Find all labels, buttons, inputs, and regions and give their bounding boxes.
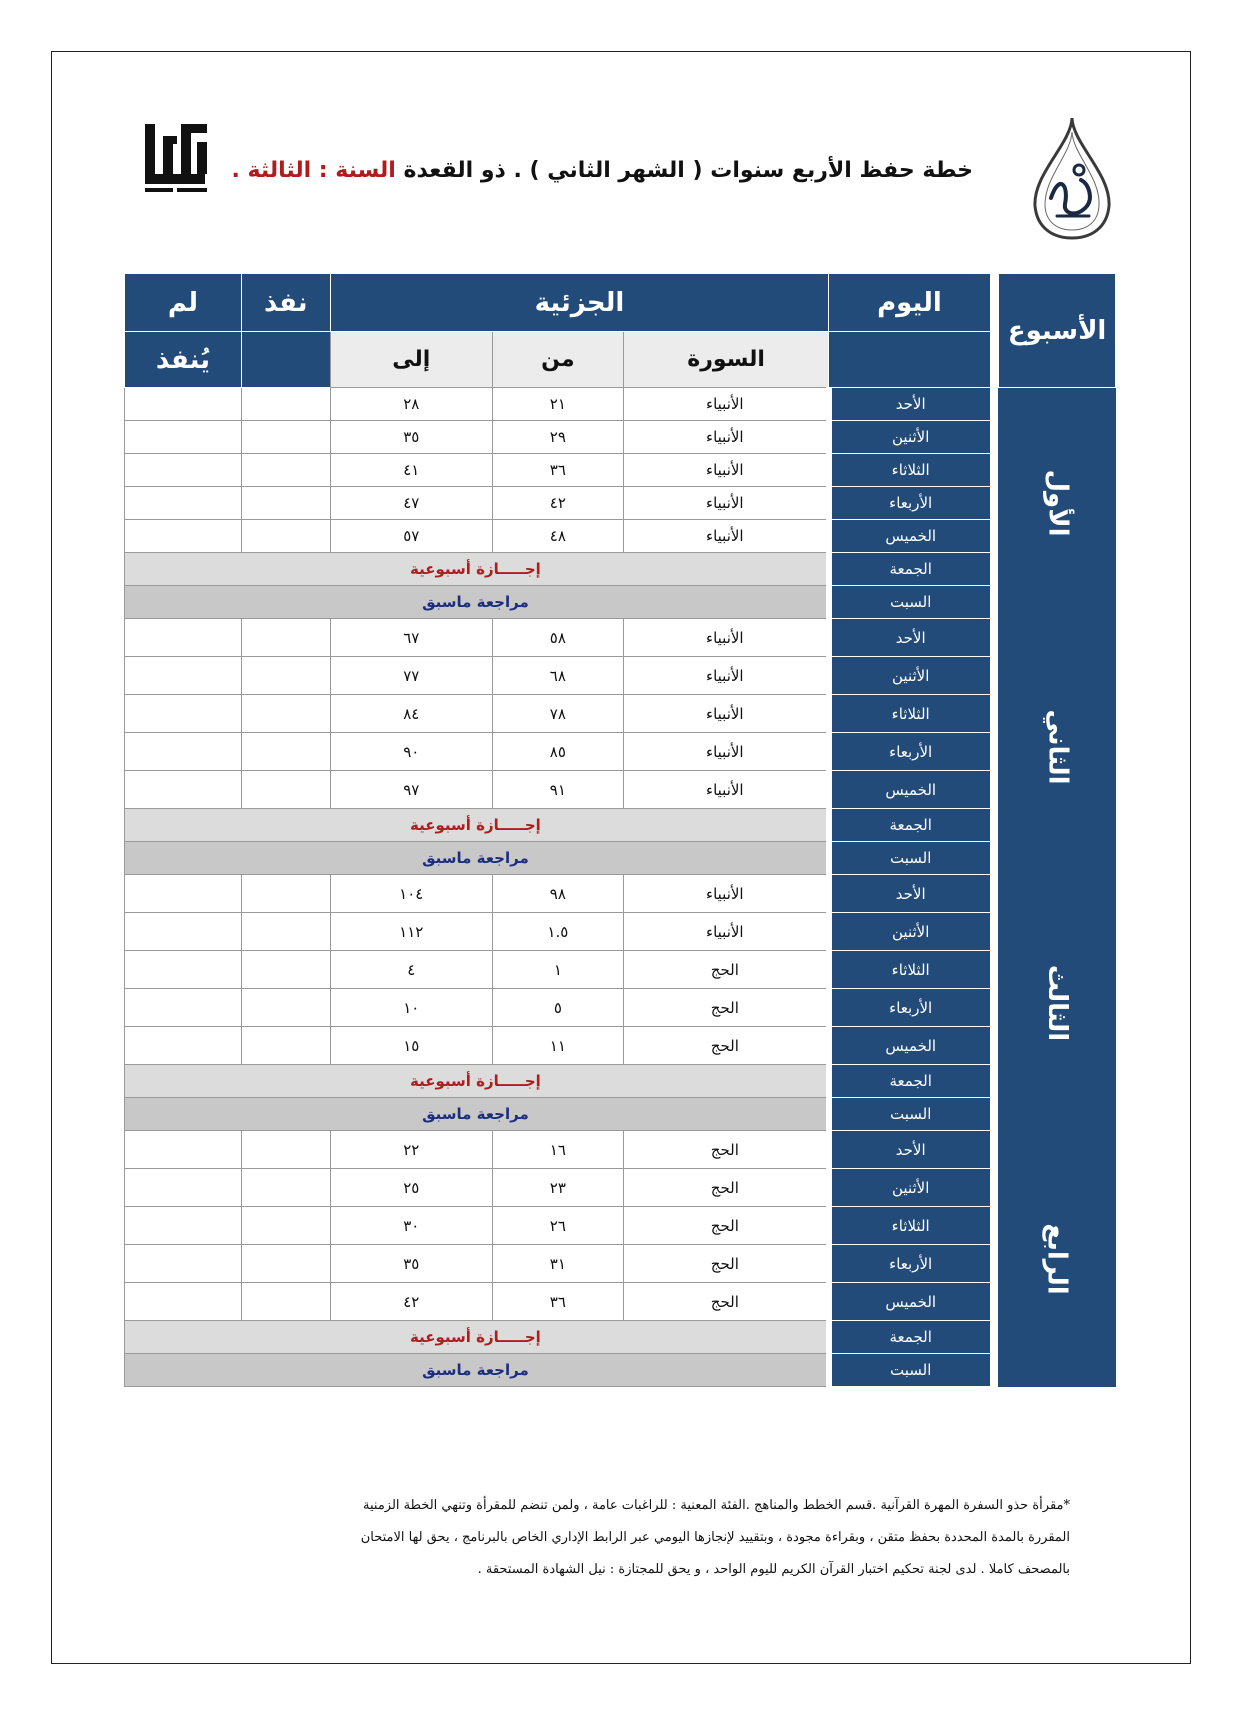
column-gap <box>990 274 999 388</box>
to-verse: ١١٢ <box>330 913 492 951</box>
col-day-header-blank <box>829 332 990 388</box>
table-row <box>125 842 1116 875</box>
day-name: الأربعاء <box>829 733 990 771</box>
col-to-header <box>330 332 492 388</box>
table-row <box>125 989 1116 1027</box>
day-name: السبت <box>829 1098 990 1131</box>
done-checkbox-cell[interactable] <box>241 487 330 520</box>
day-name: السبت <box>829 586 990 619</box>
table-row <box>125 1354 1116 1387</box>
surah-name: الحج <box>623 1207 829 1245</box>
notdone-checkbox-cell[interactable] <box>125 1131 242 1169</box>
done-checkbox-cell[interactable] <box>241 951 330 989</box>
weekly-holiday: إجـــــازة أسبوعية <box>125 553 829 586</box>
notdone-checkbox-cell[interactable] <box>125 454 242 487</box>
to-verse: ٩٧ <box>330 771 492 809</box>
from-verse: ٢١ <box>492 388 623 421</box>
hadhw-emblem <box>1029 114 1115 242</box>
table-row <box>125 619 1116 657</box>
col-day-header <box>829 274 990 332</box>
day-name: الخميس <box>829 520 990 553</box>
column-gap <box>990 1131 999 1387</box>
table-row <box>125 1098 1116 1131</box>
day-name: الخميس <box>829 771 990 809</box>
surah-name: الحج <box>623 1027 829 1065</box>
notdone-checkbox-cell[interactable] <box>125 1207 242 1245</box>
surah-name: الأنبياء <box>623 520 829 553</box>
done-checkbox-cell[interactable] <box>241 913 330 951</box>
done-checkbox-cell[interactable] <box>241 1131 330 1169</box>
review-previous: مراجعة ماسبق <box>125 1098 829 1131</box>
from-verse: ٢٦ <box>492 1207 623 1245</box>
week-label-cell <box>999 619 1116 875</box>
notdone-checkbox-cell[interactable] <box>125 951 242 989</box>
from-verse: ٦٨ <box>492 657 623 695</box>
column-gap <box>990 875 999 1131</box>
to-verse: ٤٢ <box>330 1283 492 1321</box>
col-from-label: من <box>541 347 575 372</box>
done-checkbox-cell[interactable] <box>241 520 330 553</box>
col-portion-header <box>330 274 829 332</box>
table-row <box>125 771 1116 809</box>
from-verse: ٩١ <box>492 771 623 809</box>
surah-name: الحج <box>623 1169 829 1207</box>
col-day-label: اليوم <box>877 287 942 318</box>
from-verse: ٩٨ <box>492 875 623 913</box>
done-checkbox-cell[interactable] <box>241 875 330 913</box>
notdone-checkbox-cell[interactable] <box>125 619 242 657</box>
column-gap <box>990 388 999 619</box>
to-verse: ٤٧ <box>330 487 492 520</box>
day-name: الخميس <box>829 1027 990 1065</box>
surah-name: الحج <box>623 951 829 989</box>
review-previous: مراجعة ماسبق <box>125 1354 829 1387</box>
to-verse: ٣٠ <box>330 1207 492 1245</box>
day-name: الخميس <box>829 1283 990 1321</box>
notdone-checkbox-cell[interactable] <box>125 771 242 809</box>
done-checkbox-cell[interactable] <box>241 1283 330 1321</box>
to-verse: ٧٧ <box>330 657 492 695</box>
day-name: الثلاثاء <box>829 1207 990 1245</box>
done-checkbox-cell[interactable] <box>241 1169 330 1207</box>
notdone-checkbox-cell[interactable] <box>125 1245 242 1283</box>
from-verse: ٥ <box>492 989 623 1027</box>
day-name: الأحد <box>829 875 990 913</box>
to-verse: ٩٠ <box>330 733 492 771</box>
col-notdone-header-bottom <box>125 332 242 388</box>
day-name: السبت <box>829 842 990 875</box>
table-row <box>125 657 1116 695</box>
from-verse: ٥٨ <box>492 619 623 657</box>
from-verse: ٢٩ <box>492 421 623 454</box>
notdone-checkbox-cell[interactable] <box>125 1283 242 1321</box>
col-surah-label: السورة <box>687 347 765 372</box>
day-name: الأربعاء <box>829 487 990 520</box>
weekly-holiday: إجـــــازة أسبوعية <box>125 1321 829 1354</box>
table-row <box>125 553 1116 586</box>
weekly-holiday: إجـــــازة أسبوعية <box>125 1065 829 1098</box>
from-verse: ٣١ <box>492 1245 623 1283</box>
table-row <box>125 1131 1116 1169</box>
to-verse: ٤١ <box>330 454 492 487</box>
from-verse: ٤٢ <box>492 487 623 520</box>
surah-name: الأنبياء <box>623 913 829 951</box>
table-row <box>125 454 1116 487</box>
day-name: السبت <box>829 1354 990 1387</box>
done-checkbox-cell[interactable] <box>241 388 330 421</box>
done-checkbox-cell[interactable] <box>241 657 330 695</box>
col-week-label: الأسبوع <box>1007 315 1107 346</box>
notdone-checkbox-cell[interactable] <box>125 388 242 421</box>
note-line: المقررة بالمدة المحددة بحفظ متقن ، وبقراءة مجودة ، وبتقييد لإنجازها اليومي عبر الرابط الإداري الخاص بالبرنامج ، يحق لها الامتحان <box>360 1530 1070 1545</box>
day-name: الأربعاء <box>829 989 990 1027</box>
to-verse: ٤ <box>330 951 492 989</box>
to-verse: ٢٥ <box>330 1169 492 1207</box>
note-line: *مقرأة حذو السفرة المهرة القرآنية .قسم الخطط والمناهج .الفئة المعنية : للراغبات عامة ، ولمن تنضم للمقرأة وتنهي الخطة الزمنية <box>363 1498 1070 1513</box>
surah-name: الحج <box>623 989 829 1027</box>
from-verse: ١ <box>492 951 623 989</box>
col-surah-header <box>623 332 829 388</box>
to-verse: ٥٧ <box>330 520 492 553</box>
notdone-checkbox-cell[interactable] <box>125 913 242 951</box>
table-row <box>125 809 1116 842</box>
surah-name: الحج <box>623 1131 829 1169</box>
done-checkbox-cell[interactable] <box>241 695 330 733</box>
to-verse: ١٥ <box>330 1027 492 1065</box>
week-name: الثالث <box>1042 964 1073 1041</box>
notdone-checkbox-cell[interactable] <box>125 1027 242 1065</box>
table-row <box>125 1283 1116 1321</box>
col-done-label: نفذ <box>264 287 308 318</box>
day-name: الأثنين <box>829 657 990 695</box>
day-name: الجمعة <box>829 809 990 842</box>
table-row <box>125 875 1116 913</box>
surah-name: الأنبياء <box>623 388 829 421</box>
col-notdone-label-1: لم <box>167 287 199 318</box>
table-row <box>125 487 1116 520</box>
week-label-cell <box>999 388 1116 619</box>
notdone-checkbox-cell[interactable] <box>125 657 242 695</box>
table-row <box>125 695 1116 733</box>
done-checkbox-cell[interactable] <box>241 1207 330 1245</box>
note-line: بالمصحف كاملا . لدى لجنة تحكيم اختبار القرآن الكريم لليوم الواحد ، و يحق للمجتازة : نيل الشهادة المستحقة . <box>477 1562 1070 1577</box>
from-verse: ١١ <box>492 1027 623 1065</box>
table-row <box>125 520 1116 553</box>
notdone-checkbox-cell[interactable] <box>125 520 242 553</box>
itqan-logo <box>141 118 211 198</box>
done-checkbox-cell[interactable] <box>241 1245 330 1283</box>
from-verse: ٧٨ <box>492 695 623 733</box>
col-to-label: إلى <box>392 347 431 372</box>
table-row <box>125 1169 1116 1207</box>
day-name: الجمعة <box>829 553 990 586</box>
page-title <box>232 158 974 183</box>
day-name: الأحد <box>829 619 990 657</box>
table-row <box>125 1027 1116 1065</box>
done-checkbox-cell[interactable] <box>241 771 330 809</box>
notdone-checkbox-cell[interactable] <box>125 487 242 520</box>
title-year: السنة : الثالثة . <box>231 158 396 183</box>
to-verse: ١٠ <box>330 989 492 1027</box>
week-label-cell <box>999 875 1116 1131</box>
day-name: الثلاثاء <box>829 695 990 733</box>
done-checkbox-cell[interactable] <box>241 619 330 657</box>
table-row <box>125 1321 1116 1354</box>
done-checkbox-cell[interactable] <box>241 1027 330 1065</box>
day-name: الأثنين <box>829 421 990 454</box>
done-checkbox-cell[interactable] <box>241 733 330 771</box>
day-name: الجمعة <box>829 1321 990 1354</box>
week-name: الثاني <box>1042 708 1073 785</box>
to-verse: ٦٧ <box>330 619 492 657</box>
to-verse: ٣٥ <box>330 421 492 454</box>
notdone-checkbox-cell[interactable] <box>125 989 242 1027</box>
from-verse: ٣٦ <box>492 454 623 487</box>
from-verse: ٨٥ <box>492 733 623 771</box>
surah-name: الأنبياء <box>623 454 829 487</box>
table-row <box>125 1207 1116 1245</box>
from-verse: ٤٨ <box>492 520 623 553</box>
day-name: الأحد <box>829 388 990 421</box>
from-verse: ١٦ <box>492 1131 623 1169</box>
day-name: الثلاثاء <box>829 454 990 487</box>
page-header <box>51 100 1191 250</box>
notdone-checkbox-cell[interactable] <box>125 695 242 733</box>
col-notdone-header-top <box>125 274 242 332</box>
col-from-header <box>492 332 623 388</box>
col-done-header-blank <box>241 332 330 388</box>
notdone-checkbox-cell[interactable] <box>125 421 242 454</box>
plan-body <box>125 388 1116 1387</box>
column-gap <box>990 619 999 875</box>
review-previous: مراجعة ماسبق <box>125 586 829 619</box>
day-name: الأثنين <box>829 1169 990 1207</box>
title-main: خطة حفظ الأربع سنوات ( الشهر الثاني ) . ذو القعدة <box>403 158 973 183</box>
table-row <box>125 388 1116 421</box>
surah-name: الأنبياء <box>623 619 829 657</box>
day-name: الجمعة <box>829 1065 990 1098</box>
to-verse: ٢٢ <box>330 1131 492 1169</box>
notdone-checkbox-cell[interactable] <box>125 733 242 771</box>
weekly-holiday: إجـــــازة أسبوعية <box>125 809 829 842</box>
to-verse: ٨٤ <box>330 695 492 733</box>
surah-name: الأنبياء <box>623 733 829 771</box>
surah-name: الأنبياء <box>623 771 829 809</box>
review-previous: مراجعة ماسبق <box>125 842 829 875</box>
surah-name: الأنبياء <box>623 695 829 733</box>
col-week-header <box>999 274 1116 388</box>
surah-name: الأنبياء <box>623 487 829 520</box>
memorization-plan-table <box>124 273 1116 1387</box>
week-name: الرابع <box>1042 1222 1073 1295</box>
table-row <box>125 733 1116 771</box>
from-verse: ٣٦ <box>492 1283 623 1321</box>
to-verse: ١٠٤ <box>330 875 492 913</box>
notdone-checkbox-cell[interactable] <box>125 1169 242 1207</box>
table-row <box>125 586 1116 619</box>
from-verse: ١.٥ <box>492 913 623 951</box>
day-name: الأربعاء <box>829 1245 990 1283</box>
col-portion-label: الجزئية <box>534 287 625 318</box>
surah-name: الأنبياء <box>623 657 829 695</box>
surah-name: الحج <box>623 1283 829 1321</box>
table-row <box>125 913 1116 951</box>
col-notdone-label-2: يُنفذ <box>155 344 210 375</box>
surah-name: الأنبياء <box>623 421 829 454</box>
table-row <box>125 951 1116 989</box>
week-label-cell <box>999 1131 1116 1387</box>
done-checkbox-cell[interactable] <box>241 421 330 454</box>
table-row <box>125 1065 1116 1098</box>
done-checkbox-cell[interactable] <box>241 454 330 487</box>
day-name: الأحد <box>829 1131 990 1169</box>
day-name: الثلاثاء <box>829 951 990 989</box>
done-checkbox-cell[interactable] <box>241 989 330 1027</box>
footnotes <box>190 1490 1070 1586</box>
surah-name: الأنبياء <box>623 875 829 913</box>
to-verse: ٢٨ <box>330 388 492 421</box>
day-name: الأثنين <box>829 913 990 951</box>
table-row <box>125 1245 1116 1283</box>
surah-name: الحج <box>623 1245 829 1283</box>
from-verse: ٢٣ <box>492 1169 623 1207</box>
to-verse: ٣٥ <box>330 1245 492 1283</box>
table-row <box>125 421 1116 454</box>
col-done-header <box>241 274 330 332</box>
notdone-checkbox-cell[interactable] <box>125 875 242 913</box>
week-name: الأول <box>1042 469 1073 537</box>
